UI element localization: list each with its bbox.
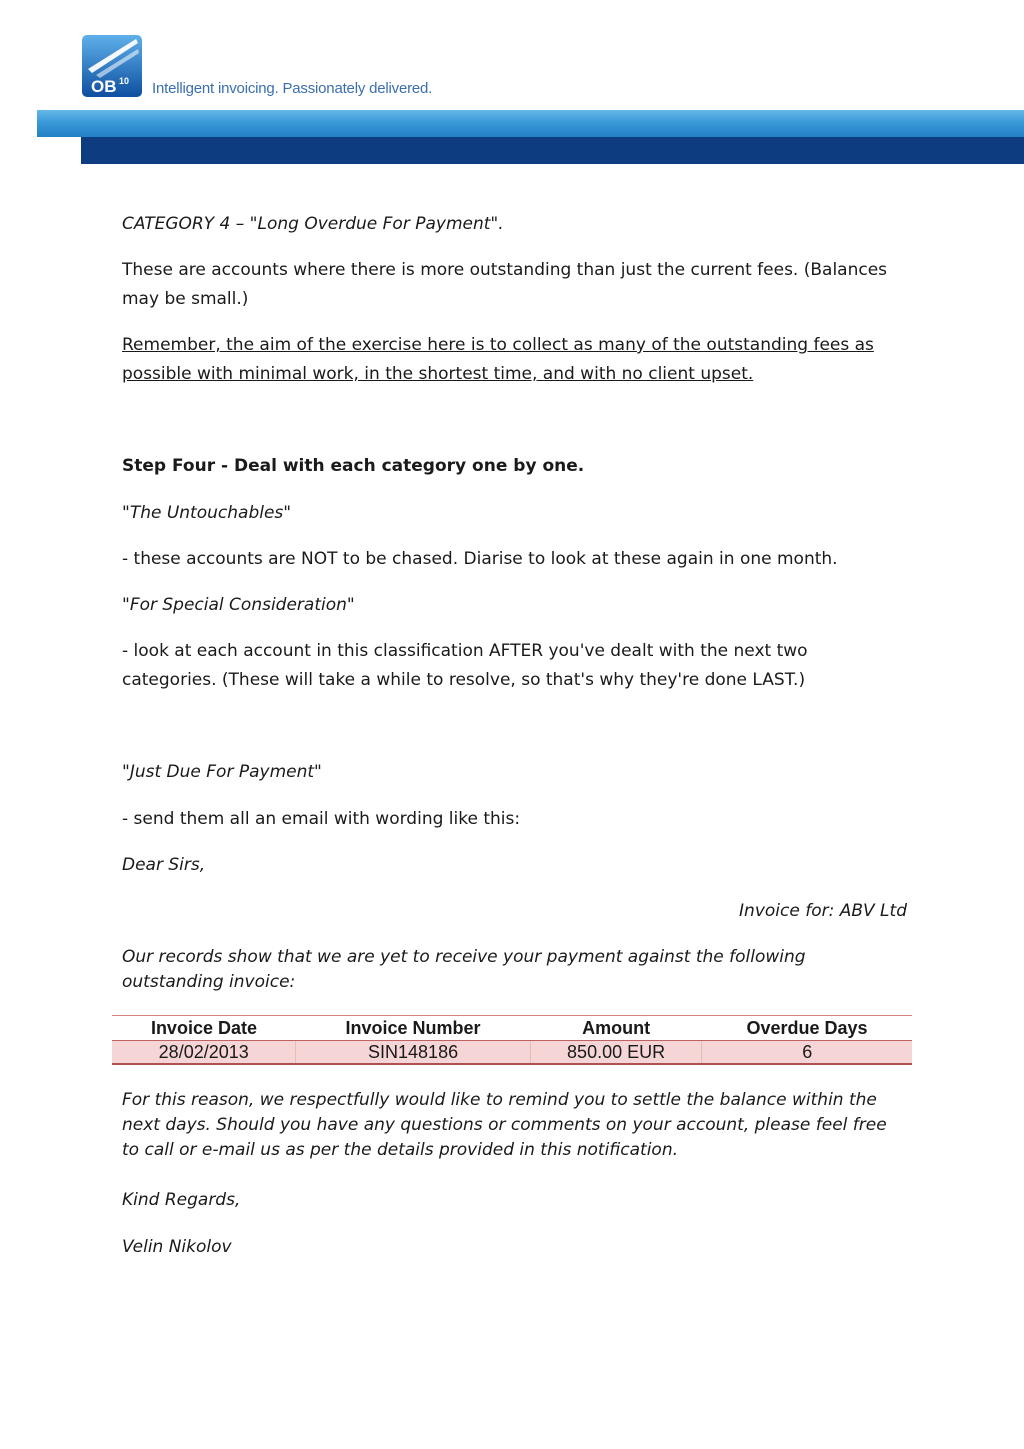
- step-heading: Step Four - Deal with each category one by one.: [122, 456, 585, 476]
- reason-text: For this reason, we respectfully would like to remind you to settle the balance within the next days. Should you have any questions or comments on your account, please feel free to call or e-mail us as per the details provided in this notification.: [122, 1090, 887, 1160]
- special-title: "For Special Consideration": [122, 595, 355, 615]
- closing: Kind Regards,: [122, 1190, 241, 1210]
- header-band-dark: [81, 137, 1024, 164]
- records-text: Our records show that we are yet to receive your payment against the following outstanding invoice:: [122, 947, 806, 992]
- tagline: Intelligent invoicing. Passionately delivered.: [152, 80, 433, 97]
- page-header: [0, 0, 1024, 165]
- invoice-for: Invoice for: ABV Ltd: [739, 901, 907, 921]
- column-header-amount: Amount: [530, 1016, 702, 1041]
- cell-invoice-number: SIN148186: [296, 1041, 530, 1065]
- just-due-description: - send them all an email with wording like this:: [122, 809, 521, 829]
- ob10-logo: [82, 35, 142, 97]
- category-description: These are accounts where there is more outstanding than just the current fees. (Balances may be small.): [122, 260, 888, 309]
- cell-amount: 850.00 EUR: [530, 1041, 702, 1065]
- greeting: Dear Sirs,: [122, 855, 206, 875]
- svg-text:10: 10: [119, 76, 130, 86]
- category-heading: CATEGORY 4 – "Long Overdue For Payment".: [122, 214, 504, 234]
- column-header-overdue-days: Overdue Days: [702, 1016, 912, 1041]
- column-header-invoice-number: Invoice Number: [296, 1016, 530, 1041]
- just-due-title: "Just Due For Payment": [122, 762, 322, 782]
- untouchables-description: - these accounts are NOT to be chased. Diarise to look at these again in one month.: [122, 549, 838, 569]
- table-row: [112, 1041, 912, 1065]
- table-header-row: [112, 1016, 912, 1041]
- untouchables-title: "The Untouchables": [122, 503, 292, 523]
- signature: Velin Nikolov: [122, 1237, 232, 1257]
- svg-text:OB: OB: [91, 77, 117, 96]
- special-description: - look at each account in this classification AFTER you've dealt with the next two categories. (These will take a while to resolve, so that's why they're done LAST.): [122, 641, 808, 690]
- column-header-invoice-date: Invoice Date: [112, 1016, 296, 1041]
- invoice-table: [112, 1015, 912, 1065]
- header-band-light: [37, 110, 1024, 137]
- reminder-text: Remember, the aim of the exercise here is to collect as many of the outstanding fees as possible with minimal work, in the shortest time, and with no client upset.: [122, 335, 874, 384]
- cell-overdue-days: 6: [702, 1041, 912, 1065]
- cell-invoice-date: 28/02/2013: [112, 1041, 296, 1065]
